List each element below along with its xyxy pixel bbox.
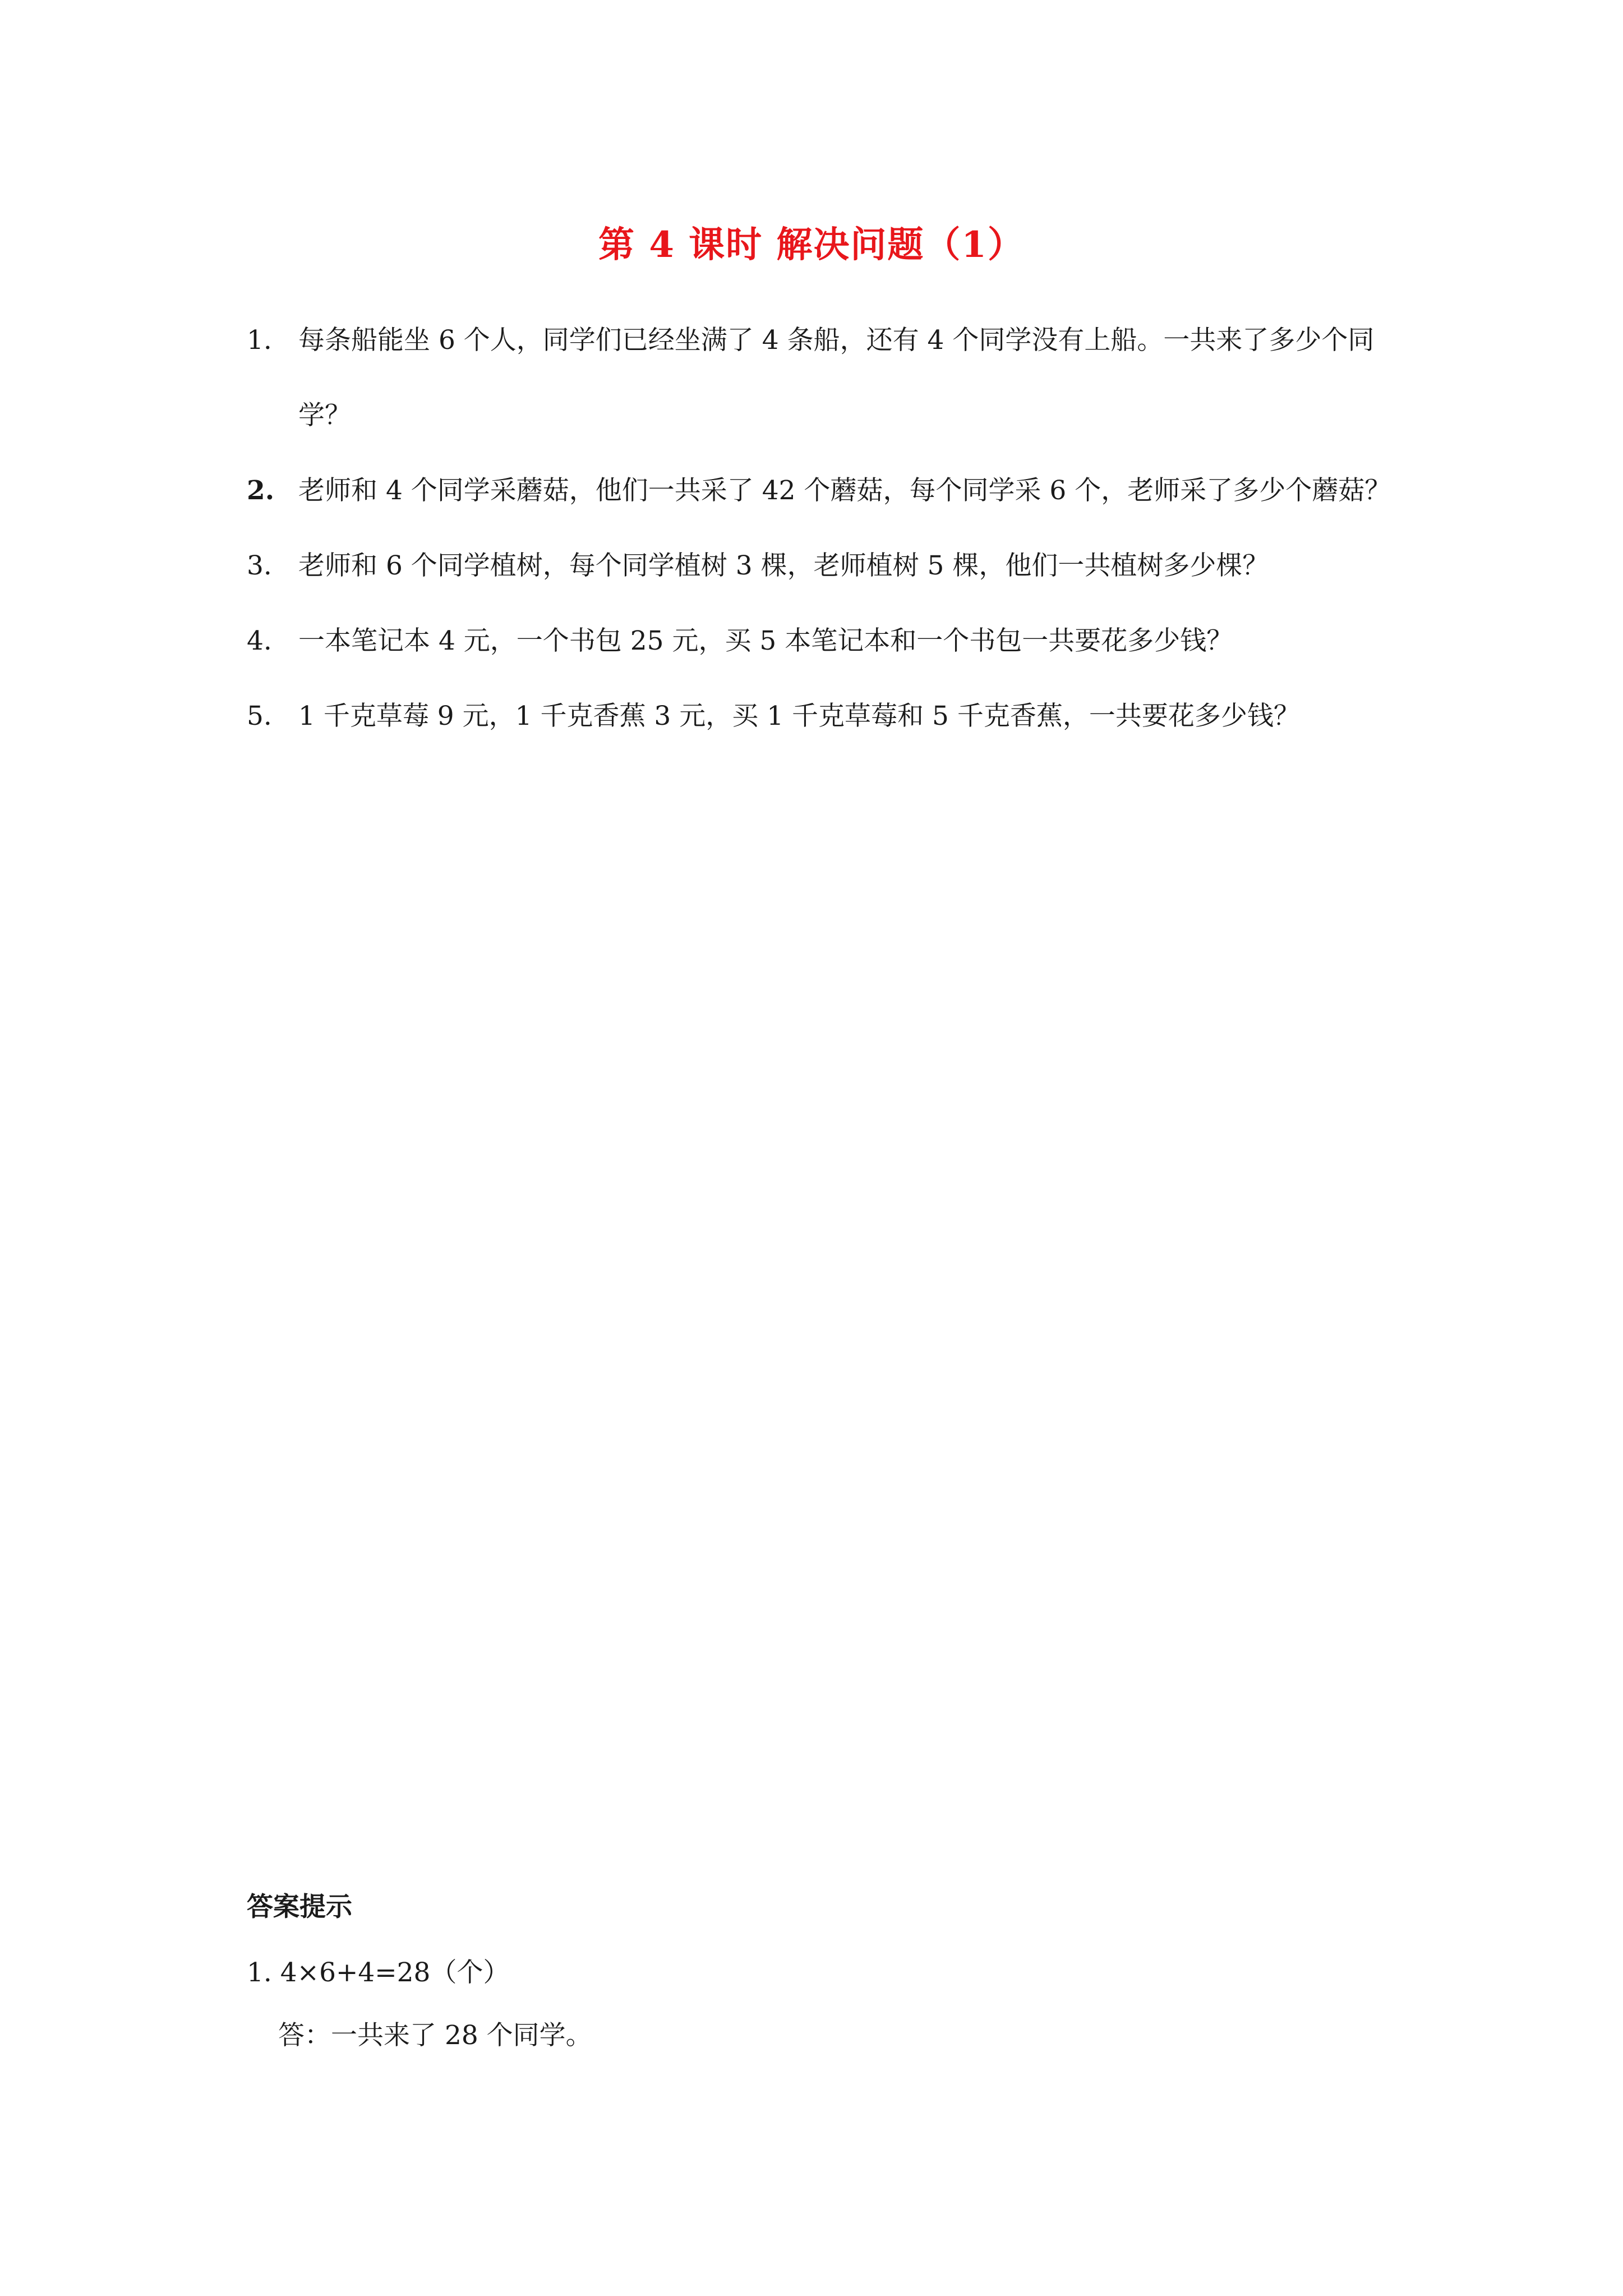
question-number: 4. (247, 625, 272, 656)
question-item (247, 604, 1424, 679)
question-text: 老师和 4 个同学采蘑菇，他们一共采了 42 个蘑菇，每个同学采 6 个，老师采了多少个蘑菇？ (298, 475, 1391, 506)
question-number: 3. (247, 550, 272, 581)
question-number: 1. (247, 325, 272, 356)
question-item (247, 453, 1424, 528)
question-list (247, 303, 1424, 754)
question-number: 2. (247, 475, 275, 506)
answer-section (247, 1879, 1424, 2061)
question-number: 5. (247, 701, 272, 731)
page-title: 第 4 课时 解决问题（1） (598, 224, 1025, 266)
question-text: 老师和 6 个同学植树，每个同学植树 3 棵，老师植树 5 棵，他们一共植树多少棵？ (298, 550, 1269, 581)
question-item (247, 303, 1424, 453)
question-text: 1 千克草莓 9 元，1 千克香蕉 3 元，买 1 千克草莓和 5 千克香蕉，一共要花多少钱？ (298, 701, 1300, 731)
answer-calculation: 1. 4×6+4=28（个） (247, 1957, 510, 1988)
question-text: 一本笔记本 4 元，一个书包 25 元，买 5 本笔记本和一个书包一共要花多少钱？ (298, 625, 1233, 656)
question-item (247, 679, 1424, 754)
answer-reply: 答：一共来了 28 个同学。 (278, 2020, 592, 2051)
question-item (247, 528, 1424, 604)
answer-heading: 答案提示 (247, 1892, 352, 1922)
question-text: 每条船能坐 6 个人，同学们已经坐满了 4 条船，还有 4 个同学没有上船。一共来了多少个同学？ (298, 325, 1375, 431)
